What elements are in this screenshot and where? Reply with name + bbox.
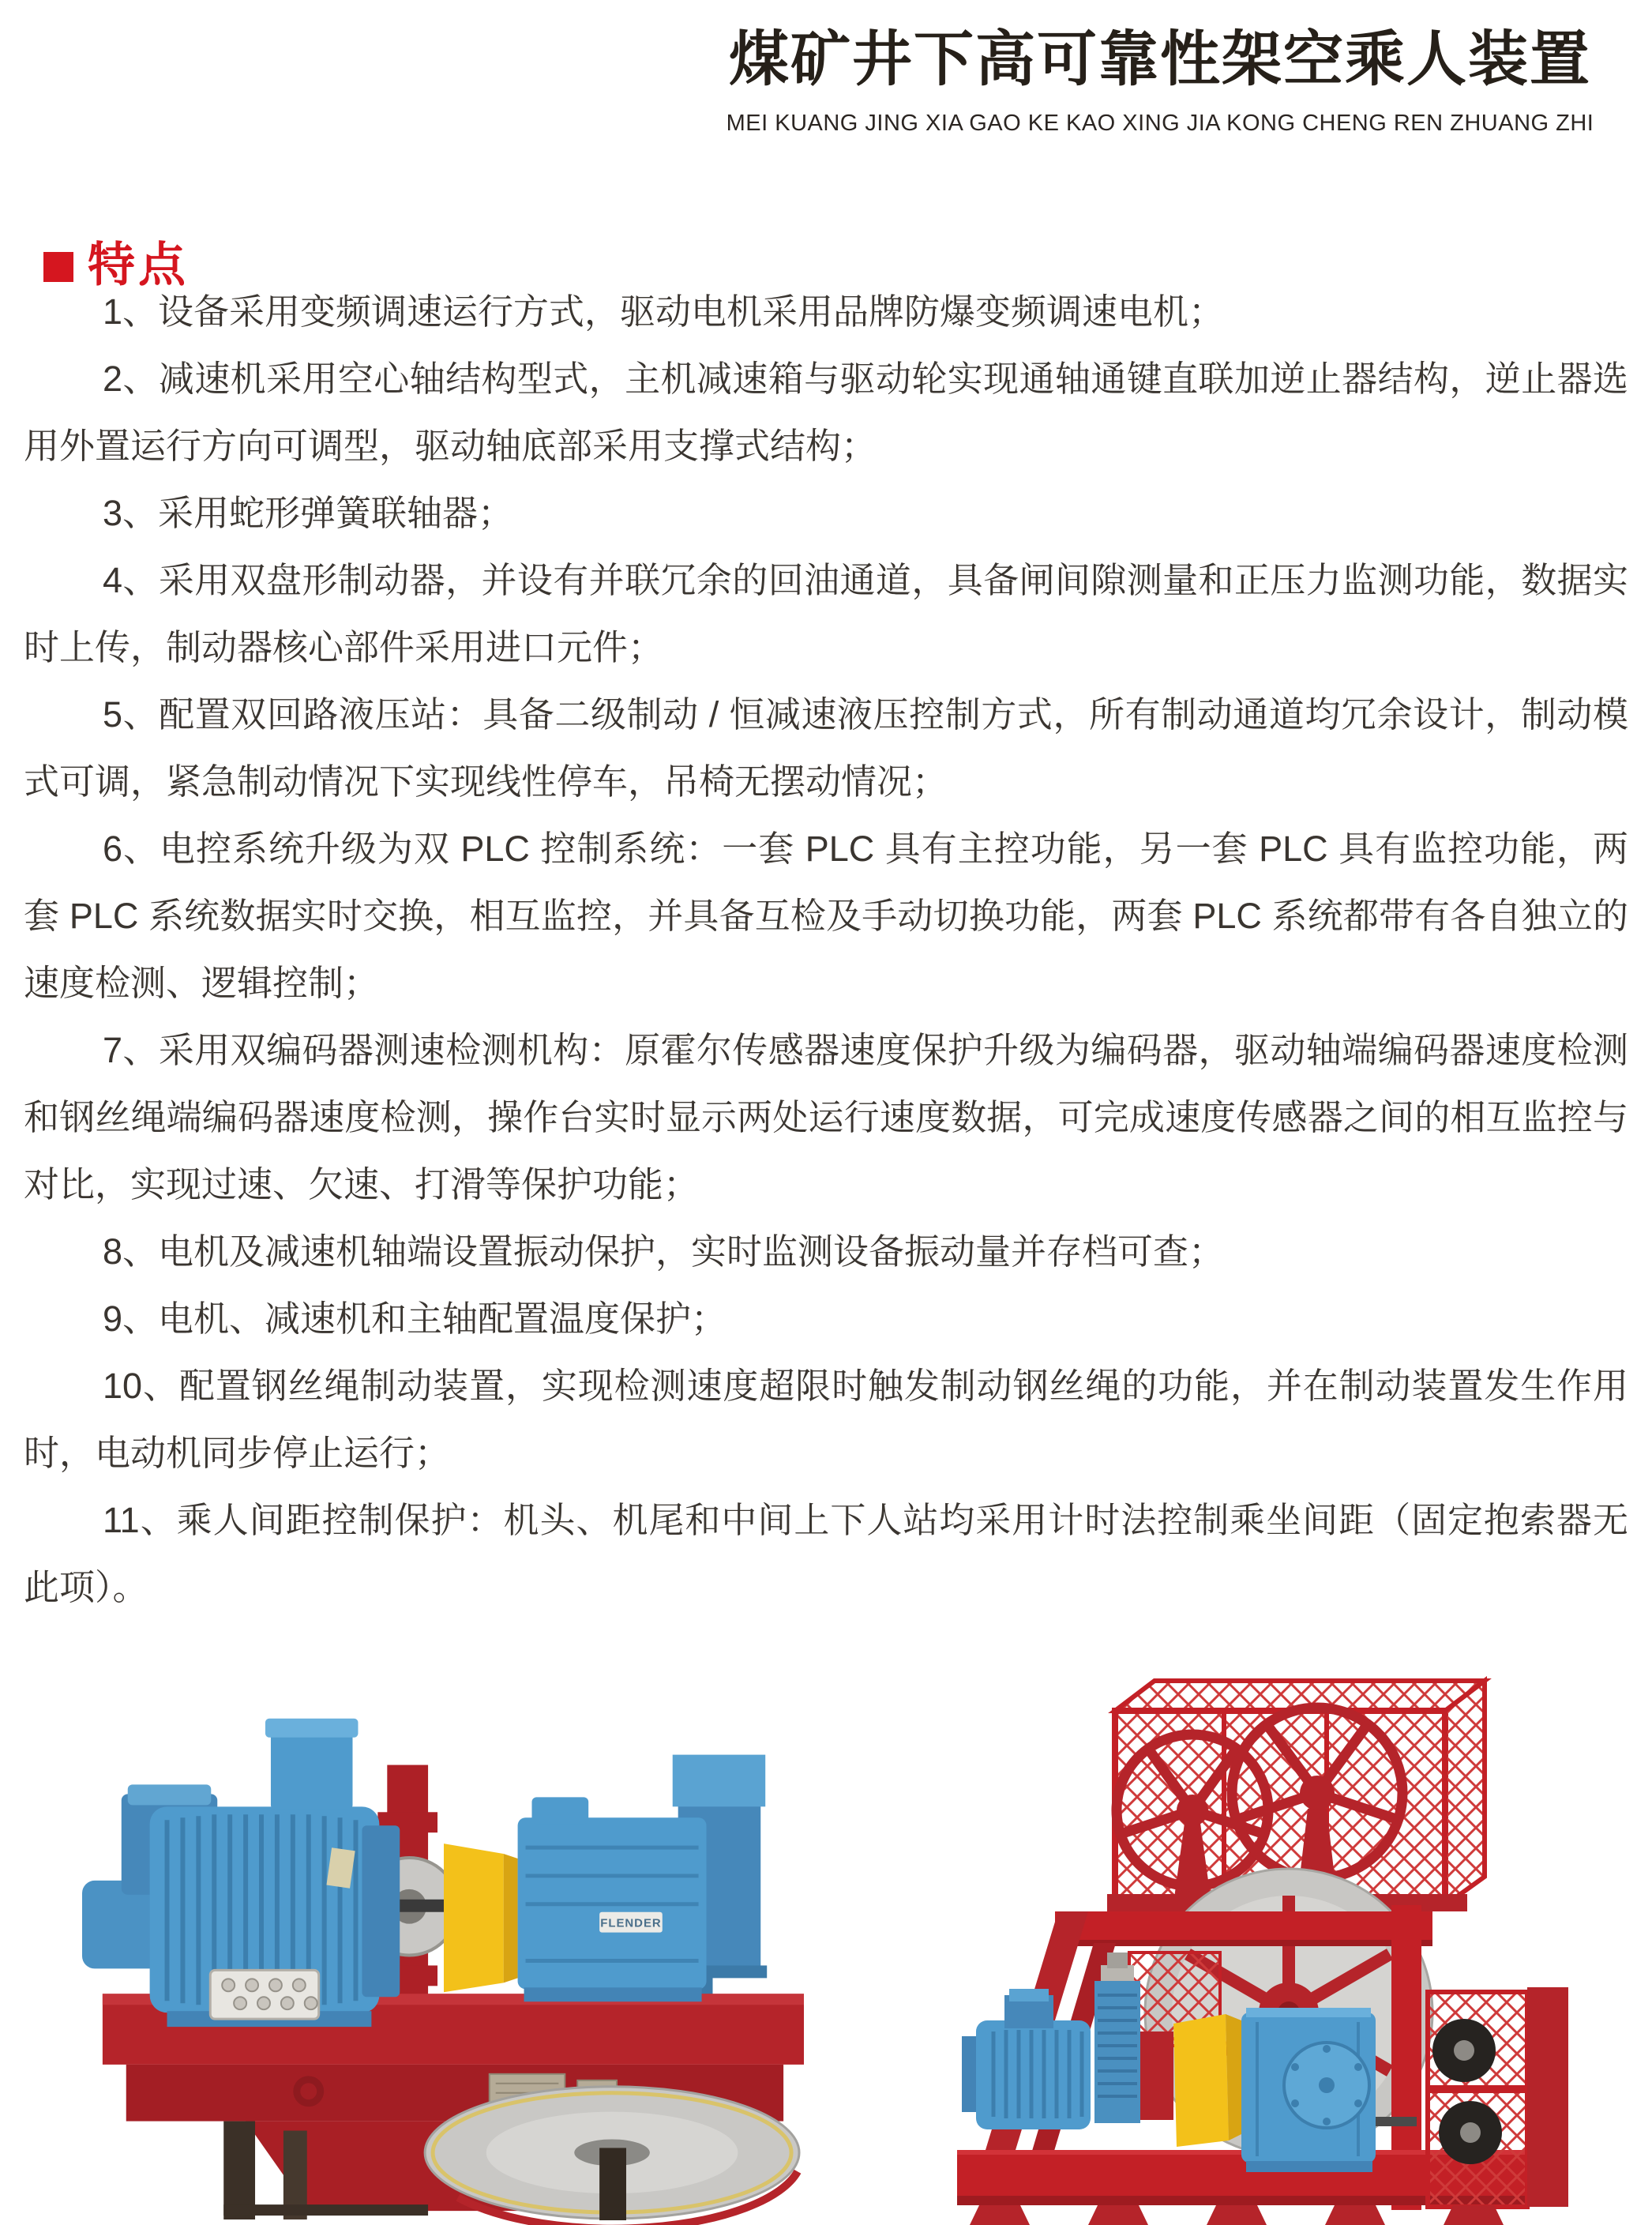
feature-item-10: 10、配置钢丝绳制动装置，实现检测速度超限时触发制动钢丝绳的功能，并在制动装置发生作用时，电动机同步停止运行； [24, 1366, 1628, 1473]
feature-item-11: 11、乘人间距控制保护：机头、机尾和中间上下人站均采用计时法控制乘坐间距（固定抱索器无此项）。 [24, 1500, 1628, 1607]
page-title: 煤矿井下高可靠性架空乘人装置 [729, 26, 1591, 93]
feature-item-8: 8、电机及减速机轴端设置振动保护，实时监测设备振动量并存档可查； [103, 1231, 1225, 1272]
header [668, 27, 1652, 137]
coupling-guard-side [504, 1854, 518, 1983]
feature-item-5: 5、配置双回路液压站：具备二级制动 / 恒减速液压控制方式，所有制动通道均冗余设计，制动模式可调，紧急制动情况下实现线性停车，吊椅无摆动情况； [24, 694, 1628, 802]
mounting-feet [970, 2205, 1504, 2225]
photo-drive-unit [47, 1682, 837, 2225]
feature-item-4: 4、采用双盘形制动器，并设有并联冗余的回油通道，具备闸间隙测量和正压力监测功能，数据实时上传，制动器核心部件采用进口元件； [24, 560, 1628, 667]
feature-item-9: 9、电机、减速机和主轴配置温度保护； [103, 1299, 727, 1339]
coupling-guard [444, 1844, 504, 1992]
gearbox-brand-label: FLENDER [600, 1916, 662, 1930]
features-list [24, 278, 1628, 1621]
fan-mesh-panel [1428, 1987, 1568, 2207]
feature-item-3: 3、采用蛇形弹簧联轴器； [103, 493, 514, 533]
feature-item-2: 2、减速机采用空心轴结构型式，主机减速箱与驱动轮实现通轴通键直联加逆止器结构，逆止器选用外置运行方向可调型，驱动轴底部采用支撑式结构； [24, 359, 1628, 466]
drive-motor [962, 1989, 1091, 2129]
hydraulic-manifold [210, 1970, 318, 2019]
feature-item-6: 6、电控系统升级为双 PLC 控制系统：一套 PLC 具有主控功能，另一套 PLC 具有监控功能，两套 PLC 系统数据实时交换，相互监控，并具备互检及手动切换功能，两套 PLC 系统都带有各自独立的速度检测、逻辑控制； [24, 829, 1628, 1003]
features-heading-label: 特点 [88, 239, 189, 291]
photo-caged-hoist [932, 1643, 1652, 2225]
gearbox [518, 1797, 707, 2001]
page-subtitle: MEI KUANG JING XIA GAO KE KAO XING JIA KONG CHENG REN ZHUANG ZHI [726, 110, 1594, 136]
coupling-guard [1173, 2014, 1229, 2147]
feature-item-7: 7、采用双编码器测速检测机构：原霍尔传感器速度保护升级为编码器，驱动轴端编码器速度检测和钢丝绳端编码器速度检测，操作台实时显示两处运行速度数据，可完成速度传感器之间的相互监控与对比，实现过速、欠速、打滑等保护功能； [24, 1030, 1628, 1205]
feature-item-1: 1、设备采用变频调速运行方式，驱动电机采用品牌防爆变频调速电机； [103, 291, 1225, 332]
